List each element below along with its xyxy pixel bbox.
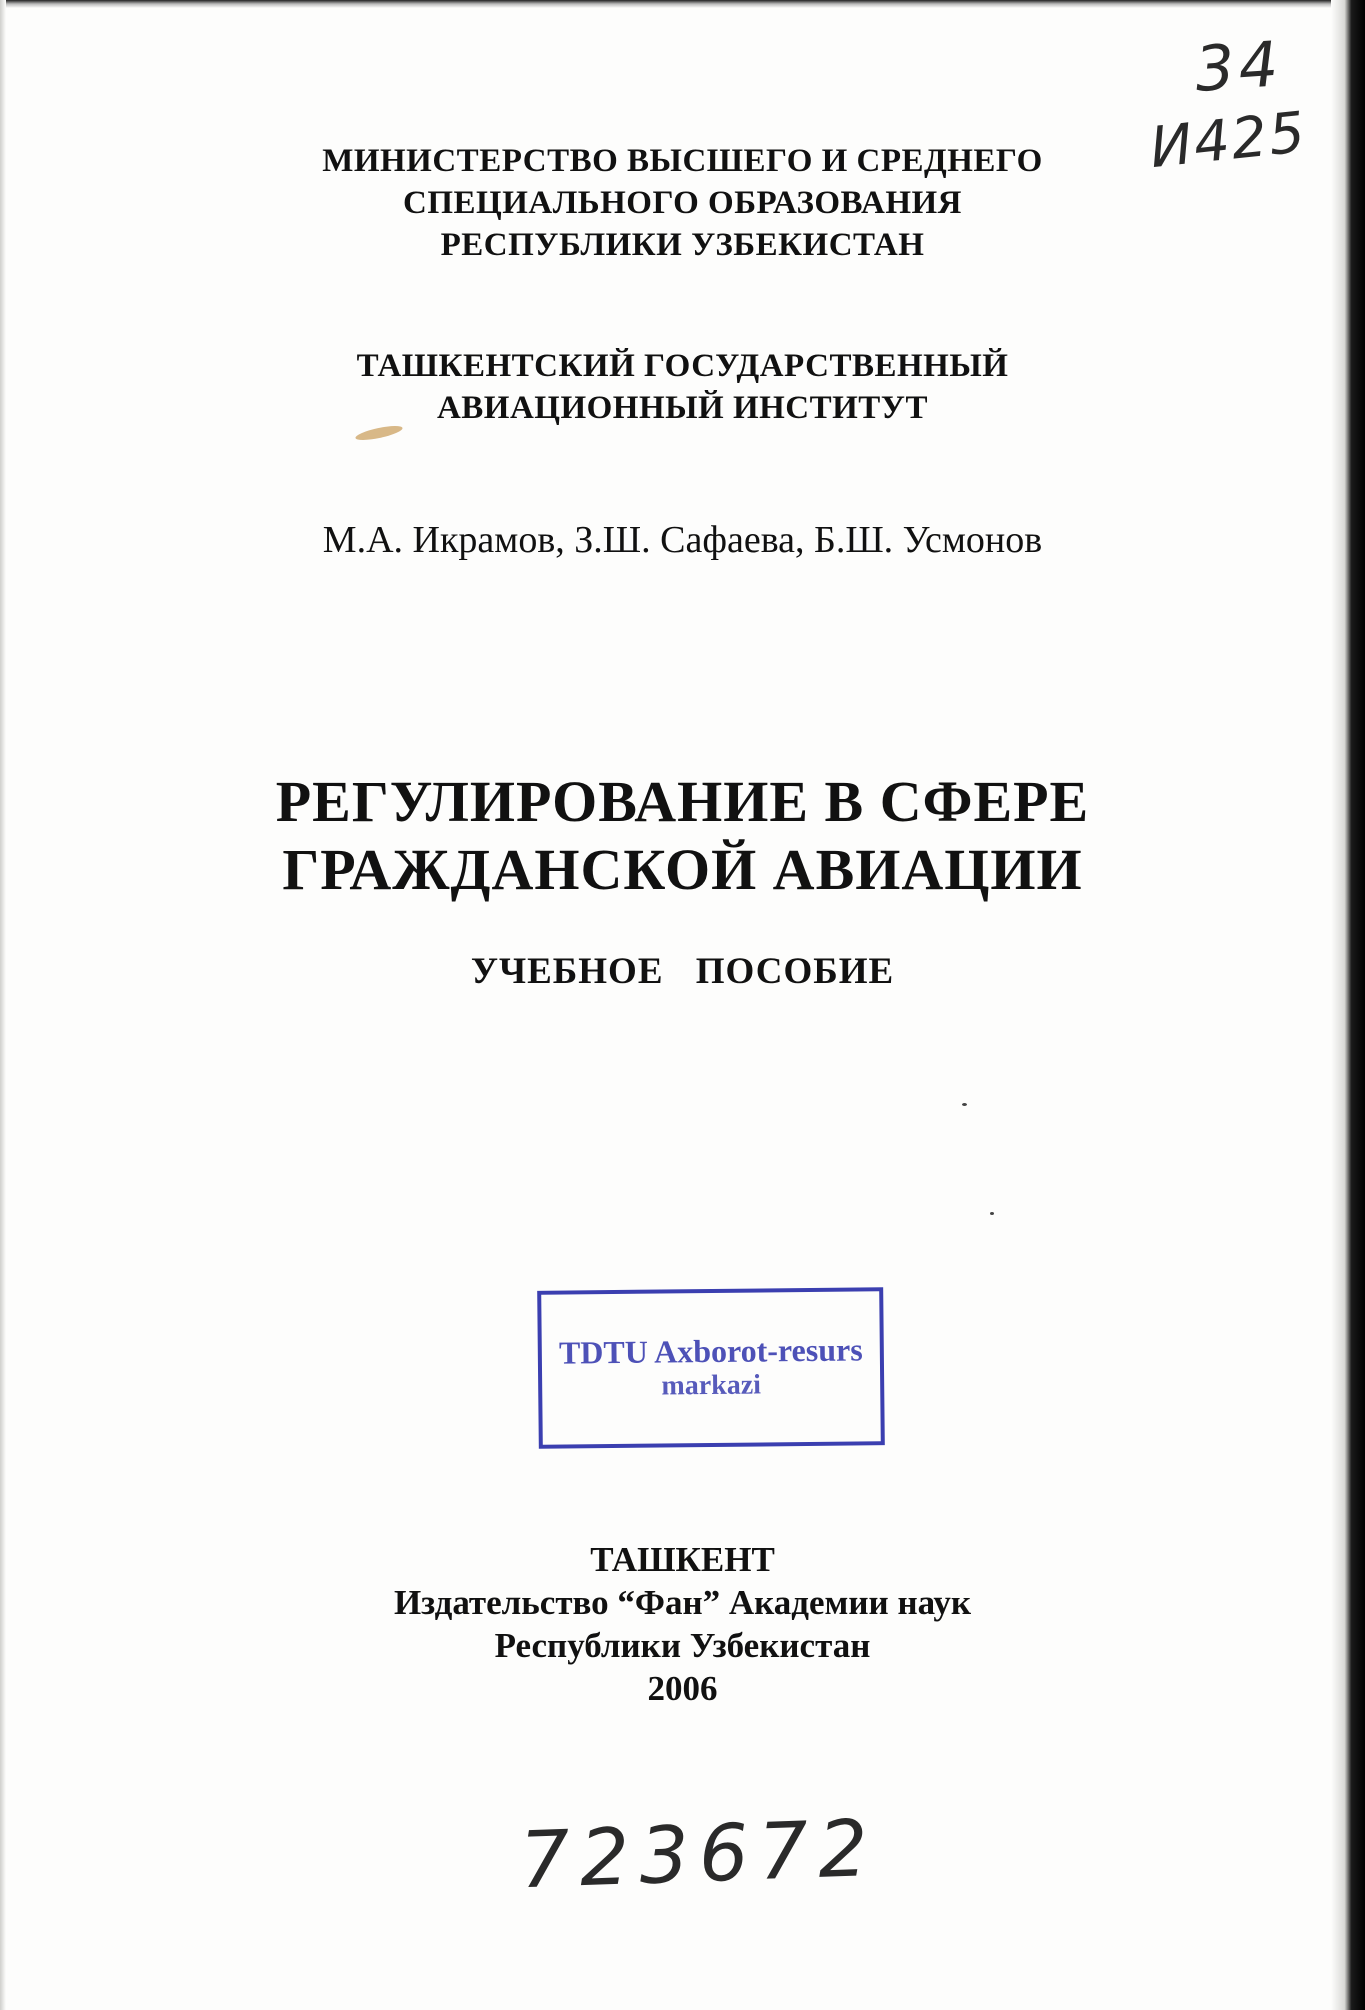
handwritten-top-mark: 34 [1192,27,1285,106]
title-line: РЕГУЛИРОВАНИЕ В СФЕРЕ [275,769,1090,834]
ministry-line: СПЕЦИАЛЬНОГО ОБРАЗОВАНИЯ [403,185,962,221]
scan-top-edge [0,0,1365,8]
ministry-heading [0,140,1365,266]
institute-heading [0,345,1365,429]
institute-line: АВИАЦИОННЫЙ ИНСТИТУТ [436,390,929,426]
handwritten-inventory-number: 723672 [518,1803,880,1907]
publication-year: 2006 [647,1669,718,1708]
stamp-line: TDTU Axborot-resurs [558,1331,863,1371]
publisher-block [0,1538,1365,1710]
title-line: ГРАЖДАНСКОЙ АВИАЦИИ [282,837,1083,902]
publisher-country: Республики Узбекистан [494,1626,871,1665]
handwritten-code: И425 [1147,99,1310,182]
stamp-line: markazi [661,1369,762,1402]
scan-speck [990,1212,994,1215]
library-stamp [537,1287,885,1449]
scan-speck [962,1103,967,1106]
ministry-line: РЕСПУБЛИКИ УЗБЕКИСТАН [440,227,925,263]
book-title [0,768,1365,904]
institute-line: ТАШКЕНТСКИЙ ГОСУДАРСТВЕННЫЙ [356,348,1009,384]
publisher-name: Издательство “Фан” Академии наук [393,1583,972,1622]
publisher-city: ТАШКЕНТ [590,1540,775,1579]
ministry-line: МИНИСТЕРСТВО ВЫСШЕГО И СРЕДНЕГО [322,143,1043,179]
authors-line: М.А. Икрамов, З.Ш. Сафаева, Б.Ш. Усмонов [322,519,1043,561]
book-subtitle: УЧЕБНОЕ ПОСОБИЕ [470,951,895,992]
